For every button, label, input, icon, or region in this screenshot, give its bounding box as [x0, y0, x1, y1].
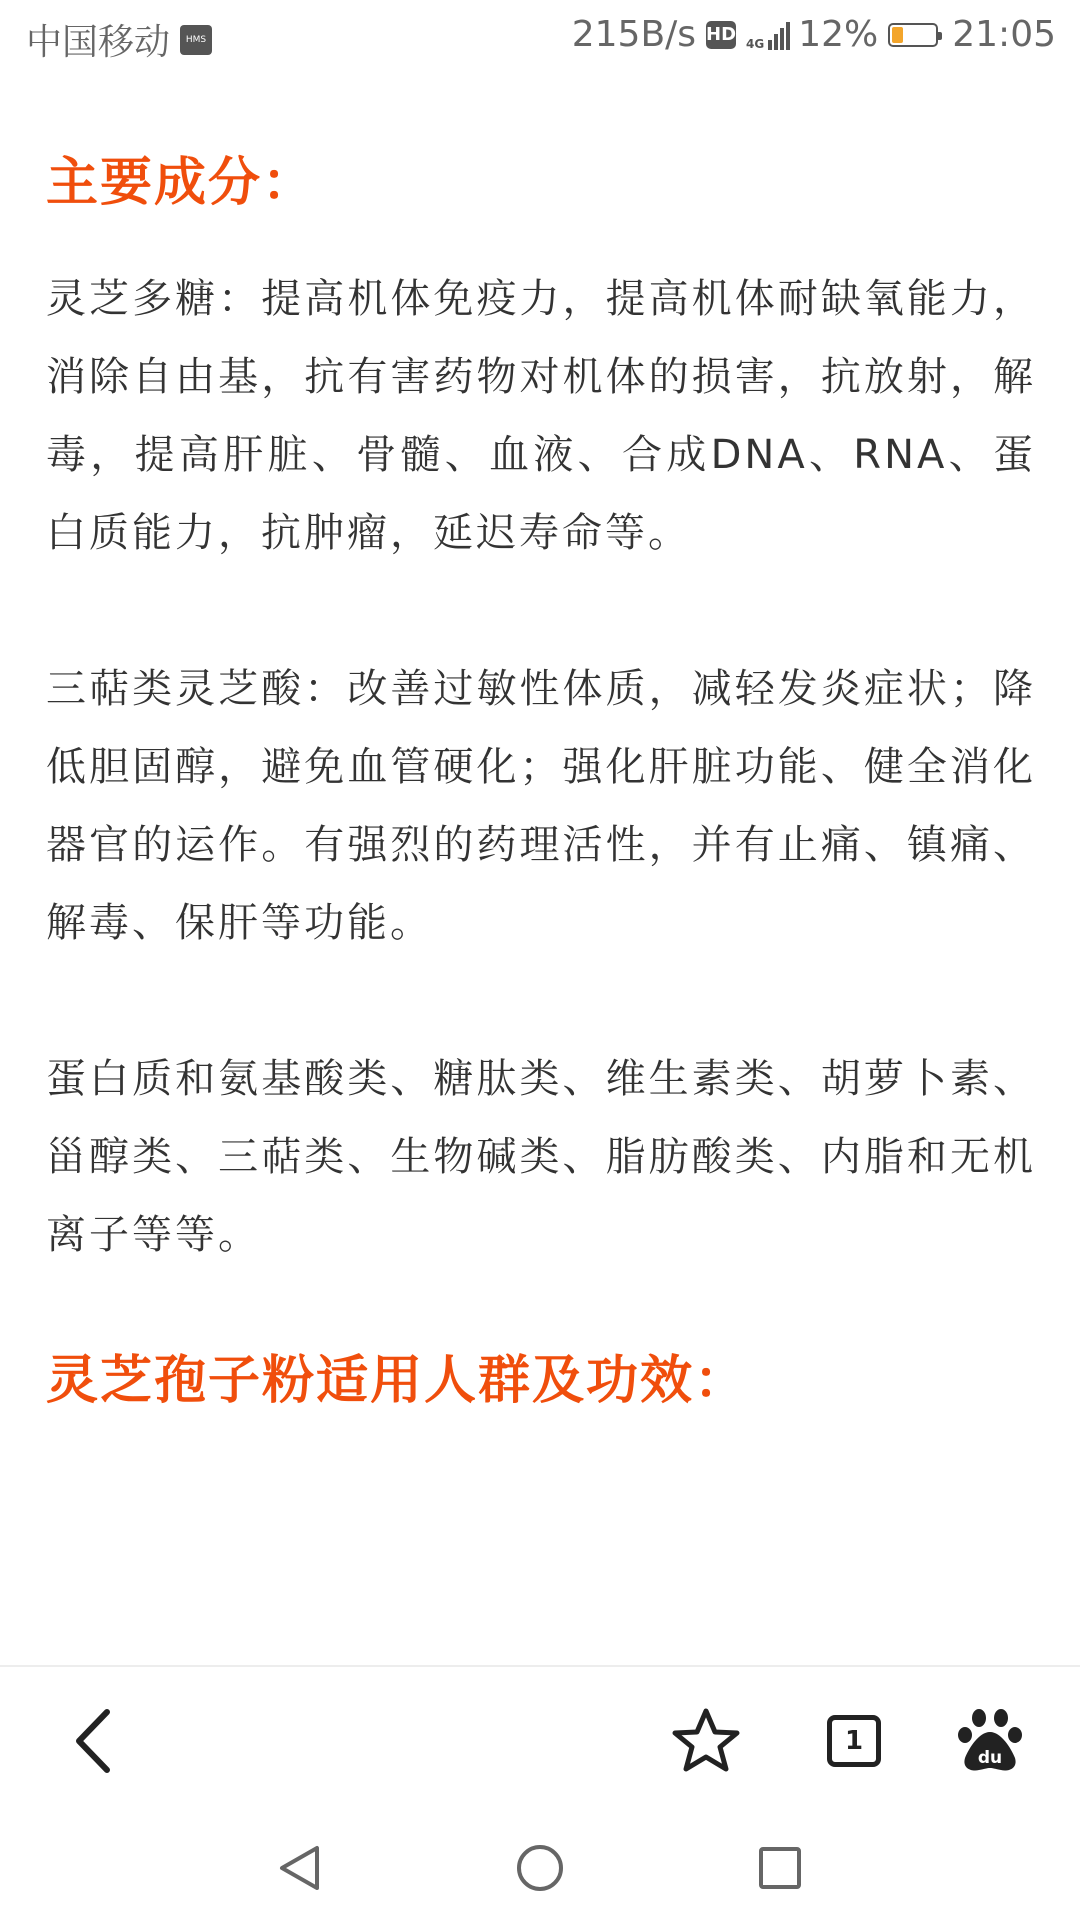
status-right [572, 14, 1056, 55]
circle-home-icon [514, 1842, 566, 1894]
section-title-suitable-people: 灵芝孢子粉适用人群及功效： [46, 1350, 749, 1411]
carrier-name: 中国移动 [26, 22, 171, 63]
nav-recents-button[interactable] [750, 1838, 810, 1898]
section-title-main-ingredients: 主要成分： [46, 153, 317, 213]
nav-home-button[interactable] [510, 1838, 570, 1898]
back-button[interactable] [56, 1703, 132, 1779]
hms-icon: HMS [180, 25, 212, 55]
clock: 21:05 [952, 14, 1056, 55]
signal-icon [746, 20, 792, 50]
baidu-paw-icon [957, 1708, 1023, 1774]
paragraph-other-components: 蛋白质和氨基酸类、糖肽类、维生素类、胡萝卜素、甾醇类、三萜类、生物碱类、脂肪酸类、内脂和无机离子等等。 [46, 1055, 1036, 1258]
bookmark-button[interactable] [668, 1703, 744, 1779]
tab-count-icon: 1 [827, 1715, 881, 1767]
network-speed: 215B/s [571, 14, 697, 55]
battery-percent: 12% [798, 14, 879, 55]
browser-toolbar [0, 1665, 1080, 1812]
status-left [26, 14, 212, 65]
battery-icon [888, 23, 938, 47]
paragraph-triterpenes: 三萜类灵芝酸：改善过敏性体质，减轻发炎症状；降低胆固醇，避免血管硬化；强化肝脏功能、健全消化器官的运作。有强烈的药理活性，并有止痛、镇痛、解毒、保肝等功能。 [46, 665, 1036, 946]
system-nav-bar [0, 1810, 1080, 1920]
hd-icon: HD [706, 21, 736, 49]
tabs-button[interactable] [816, 1703, 892, 1779]
network-type: 4G [746, 36, 765, 51]
status-bar [0, 0, 1080, 74]
signal-bars [768, 20, 792, 50]
back-arrow-icon [69, 1706, 119, 1776]
paragraph-polysaccharides: 灵芝多糖：提高机体免疫力，提高机体耐缺氧能力，消除自由基，抗有害药物对机体的损害，抗放射，解毒，提高肝脏、骨髓、血液、合成DNA、RNA、蛋白质能力，抗肿瘤，延迟寿命等。 [46, 275, 1036, 556]
triangle-back-icon [275, 1843, 325, 1893]
article-content [46, 150, 1036, 1415]
baidu-button[interactable] [952, 1703, 1028, 1779]
star-icon [671, 1706, 741, 1776]
svg-text:du: du [977, 1748, 1003, 1768]
nav-back-button[interactable] [270, 1838, 330, 1898]
square-recents-icon [755, 1843, 805, 1893]
battery-fill [892, 27, 903, 43]
